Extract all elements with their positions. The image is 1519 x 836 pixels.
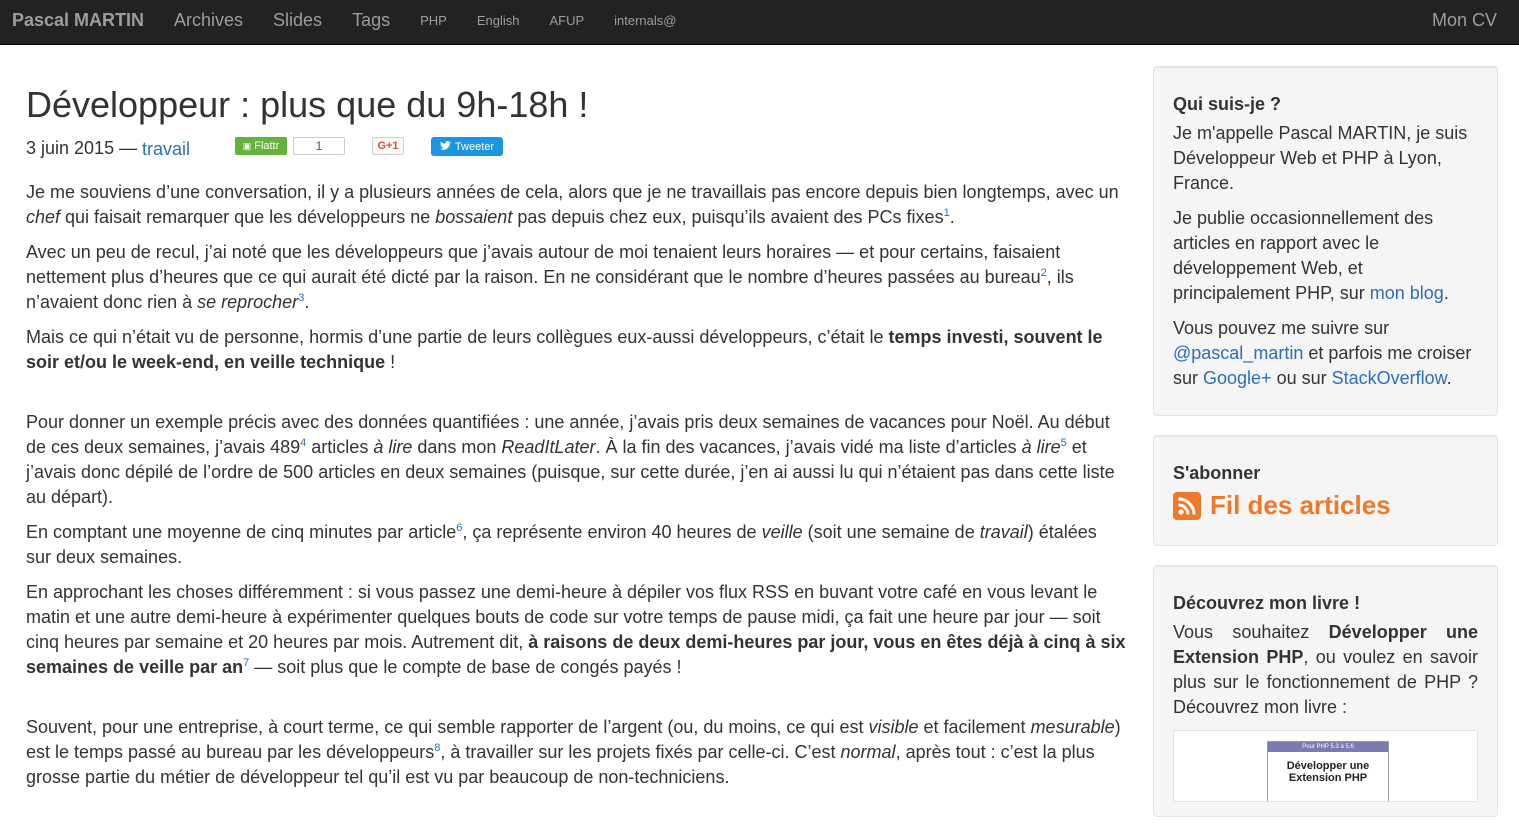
paragraph-3: Mais ce qui n’était vu de personne, hormis d’une partie de leurs collègues eux-aussi développeurs, c’était le temps investi, souvent le soir et/ou le week-end, en veille technique ! [26,327,1103,372]
footnote-ref-3[interactable]: 3 [298,292,305,304]
post-title: Développeur : plus que du 9h-18h ! [26,84,589,125]
main-content [26,82,1126,800]
nav-tags[interactable]: Tags [352,9,391,30]
book-description: Vous souhaitez Développer une Extension PHP, ou voulez en savoir plus sur le fonctionnement de PHP ? Découvrez mon livre : [1173,622,1478,717]
footnote-ref-2[interactable]: 2 [1040,267,1047,279]
blog-link[interactable]: mon blog [1369,283,1444,303]
stackoverflow-link[interactable]: StackOverflow [1331,368,1447,388]
nav-internals[interactable]: internals@ [614,12,677,28]
book-cover[interactable] [1267,741,1389,802]
paragraph-4: Pour donner un exemple précis avec des données quantifiées : une année, j’avais pris deux semaines de vacances pour Noël. Au début de ces deux semaines, j’avais $489^4$ articles à lire dans mon ReadItLater. À la fin des vacances, j’avais vidé ma liste d’articles à lire$^5$ et j’avais donc dépilé de l’ordre de 500 articles en deux semaines (puisque, sur cette durée, j’en ai aussi lu qui n’étaient pas dans cette liste au départ). [26,412,1115,507]
footnote-ref-6[interactable]: 6 [456,522,463,534]
flattr-button[interactable] [235,137,287,155]
book-cover-band: Pour PHP 5.3 à 5.6 [1268,742,1388,752]
flattr-icon: ▣ [242,140,252,151]
rss-feed-link[interactable] [1173,490,1478,521]
flattr-count: 1 [293,137,345,155]
twitter-bird-icon [440,141,451,153]
tweet-button[interactable] [431,137,503,156]
paragraph-6: En approchant les choses différemment : si vous passez une demi-heure à dépiler vos flux RSS en buvant votre café en vous levant le matin et une autre demi-heure à expérimenter quelques bouts de code sur votre temps de pause midi, ça fait une heure par jour — soit cinq heures par semaine et 20 heures par mois. Autrement dit, à raisons de deux demi-heures par jour, vous en êtes déjà à cinq à six semaines de veille par $an^7$ — soit plus que le compte de base de congés payés ! [26,582,1126,677]
paragraph-7: Souvent, pour une entreprise, à court terme, ce qui semble rapporter de l’argent (ou, du moins, ce qui est visible et facilement mesurable) est le temps passé au bureau par les développeurs$^8$, à travailler sur les projets fixés par celle-ci. C’est normal, après tout : c’est la plus grosse partie du métier de développeur tel qu’il est vu par beaucoup de non-techniciens. [26,717,1121,787]
nav-slides[interactable]: Slides [273,9,323,30]
flattr-label: Flattr [254,140,280,152]
sidebar [1153,66,1498,836]
about-blog: Je publie occasionnellement des articles en rapport avec le développement Web, et principalement PHP, sur mon blog. [1173,208,1449,303]
footnote-ref-7[interactable]: 7 [243,657,250,669]
nav-english[interactable]: English [476,12,520,28]
book-cover-frame[interactable] [1173,730,1478,802]
post-category-link[interactable]: travail [142,139,191,159]
subscribe-title: S'abonner [1173,463,1261,483]
footnote-ref-8[interactable]: 8 [434,742,441,754]
twitter-link[interactable]: @pascal_martin [1173,343,1304,363]
paragraph-5: En comptant une moyenne de cinq minutes par article$^6$, ça représente environ 40 heures de veille (soit une semaine de travail) étalées sur deux semaines. [26,522,1097,567]
paragraph-2: Avec un peu de recul, j’ai noté que les développeurs que j’avais autour de moi tenaient leurs horaires — et pour certains, faisaient nettement plus d’heures que ce qui aurait été dicté par la raison. En ne considérant que le nombre d’heures passées au bureau$^2$, ils n’avaient donc rien à se reprocher$^3$. [26,242,1074,312]
book-panel [1153,565,1498,817]
nav-php[interactable]: PHP [420,12,447,28]
rss-icon [1173,492,1201,520]
footnote-ref-4[interactable]: 4 [300,437,307,449]
rss-label: Fil des articles [1210,490,1391,520]
about-follow: Vous pouvez me suivre sur @pascal_martin et parfois me croiser sur Google+ ou sur StackOverflow. [1173,318,1472,388]
nav-archives[interactable]: Archives [174,9,244,30]
post-date: 3 juin 2015 — [26,138,138,158]
about-intro: Je m'appelle Pascal MARTIN, je suis Développeur Web et PHP à Lyon, France. [1173,123,1468,193]
book-title: Découvrez mon livre ! [1173,593,1361,613]
footnote-ref-5[interactable]: 5 [1060,437,1067,449]
post-meta [26,134,1126,164]
brand-link[interactable]: Pascal MARTIN [12,10,145,30]
tweet-label: Tweeter [454,140,495,153]
paragraph-1: Je me souviens d’une conversation, il y a plusieurs années de cela, alors que je ne travaillais pas encore depuis bien longtemps, avec un chef qui faisait remarquer que les développeurs ne bossaient pas depuis chez eux, puisqu’ils avaient des PCs fixes$^1$. [26,182,1119,227]
article-body [26,180,1126,790]
nav-cv[interactable]: Mon CV [1431,10,1497,30]
book-cover-title: Développer une Extension PHP [1286,760,1370,784]
top-navbar [0,0,1519,45]
footnote-ref-1[interactable]: 1 [943,207,950,219]
nav-afup[interactable]: AFUP [549,12,585,28]
gplus-button[interactable]: G+1 [372,137,404,155]
subscribe-panel [1153,435,1498,546]
about-title: Qui suis-je ? [1173,94,1282,114]
gplus-link[interactable]: Google+ [1203,368,1272,388]
nav-links [159,0,691,40]
about-panel [1153,66,1498,416]
